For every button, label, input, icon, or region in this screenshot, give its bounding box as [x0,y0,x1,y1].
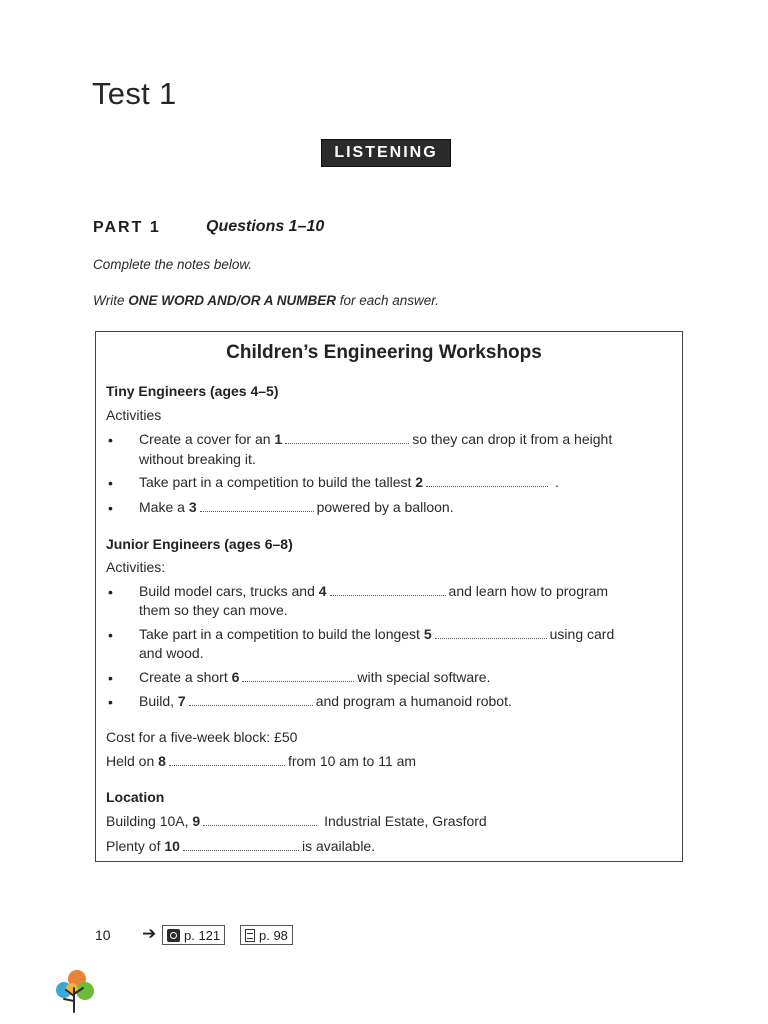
answer-gap-10[interactable] [183,840,299,851]
page-number: 10 [95,927,111,943]
plenty-line: Plenty of 10 is available. [106,838,376,854]
bullet: • [108,584,113,600]
answer-gap-8[interactable] [169,755,285,766]
answer-key-reference[interactable] [240,925,293,945]
audio-script-reference[interactable] [162,925,225,945]
list-item: Take part in a competition to build the tallest 2 . [139,474,559,490]
answer-gap-1[interactable] [285,433,409,444]
list-item: Build model cars, trucks and 4 and learn how to program [139,583,609,599]
answer-gap-9[interactable] [203,815,317,826]
instruction-word-limit: Write ONE WORD AND/OR A NUMBER for each answer. [93,293,440,308]
answer-gap-6[interactable] [242,671,354,682]
list-item: Create a cover for an 1 so they can drop it from a height [139,431,613,447]
list-item-continuation: and wood. [139,645,204,661]
list-item-continuation: without breaking it. [139,451,256,467]
tree-logo-icon [52,968,98,1014]
tiny-activities-label: Activities [106,407,162,423]
held-line: Held on 8 from 10 am to 11 am [106,753,417,769]
junior-engineers-heading: Junior Engineers (ages 6–8) [106,536,293,552]
arrow-right-icon: ➔ [142,924,157,943]
reference-page-2: p. 98 [259,927,288,943]
junior-activities-label: Activities: [106,559,166,575]
cost-line: Cost for a five-week block: £50 [106,729,298,745]
document-icon [245,929,255,942]
questions-range: Questions 1–10 [206,218,325,235]
notes-title: Children’s Engineering Workshops [226,342,542,363]
instruction-complete-notes: Complete the notes below. [93,257,253,272]
list-item-continuation: them so they can move. [139,602,288,618]
list-item: Build, 7 and program a humanoid robot. [139,693,512,709]
answer-gap-7[interactable] [189,695,313,706]
location-heading: Location [106,789,165,805]
building-line: Building 10A, 9 Industrial Estate, Grasford [106,813,487,829]
tiny-engineers-heading: Tiny Engineers (ages 4–5) [106,383,279,399]
list-item: Take part in a competition to build the longest 5 using card [139,626,615,642]
bullet: • [108,432,113,448]
bullet: • [108,670,113,686]
section-badge: LISTENING [321,139,451,167]
bullet: • [108,500,113,516]
answer-gap-5[interactable] [435,628,547,639]
list-item: Make a 3 powered by a balloon. [139,499,454,515]
answer-gap-2[interactable] [426,476,548,487]
page-title: Test 1 [92,76,177,111]
part-label: PART 1 [93,219,161,236]
bullet: • [108,475,113,491]
answer-gap-4[interactable] [330,585,446,596]
reference-page-1: p. 121 [184,927,221,943]
bullet: • [108,694,113,710]
bullet: • [108,627,113,643]
list-item: Create a short 6 with special software. [139,669,491,685]
audio-disc-icon [167,929,180,942]
answer-gap-3[interactable] [200,501,314,512]
